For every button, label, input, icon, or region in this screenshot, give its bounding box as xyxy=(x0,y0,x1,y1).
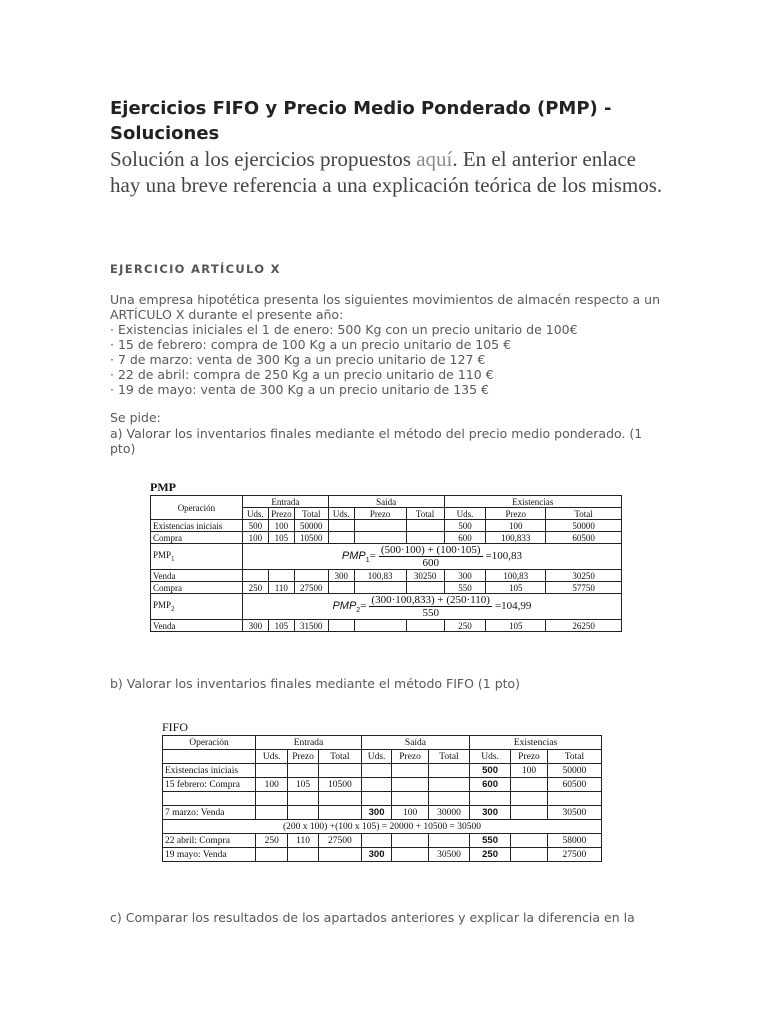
table-cell xyxy=(288,792,318,806)
table-row xyxy=(163,806,602,820)
table-cell: Compra xyxy=(151,532,243,544)
table-cell: 600 xyxy=(444,532,486,544)
lead-paragraph xyxy=(110,146,670,198)
table-header: Total xyxy=(428,750,469,764)
fifo-table xyxy=(162,735,602,862)
table-cell xyxy=(255,792,287,806)
table-cell: Existencias iniciais xyxy=(163,764,256,778)
table-cell: 30500 xyxy=(428,848,469,862)
pmp1-formula: $PMP_1=$ $\frac{(500\cdot 100) + (100\cdot 105)}{600}$ =100,83 xyxy=(242,544,621,570)
table-cell: 105 xyxy=(486,620,546,632)
table-cell xyxy=(392,834,429,848)
table-header: Uds. xyxy=(242,508,268,520)
table-row xyxy=(163,778,602,792)
table-row xyxy=(151,620,622,632)
table-cell xyxy=(328,520,354,532)
table-cell: 100 xyxy=(255,778,287,792)
table-cell: 30000 xyxy=(428,806,469,820)
table-row xyxy=(163,764,602,778)
table-row xyxy=(163,848,602,862)
fifo-calc-row: (200 x 100) +(100 x 105) = 20000 + 10500 = 30500 xyxy=(163,820,602,834)
table-cell: 250 xyxy=(242,582,268,594)
table-cell xyxy=(361,778,391,792)
table-cell xyxy=(328,532,354,544)
table-cell: 100 xyxy=(392,806,429,820)
table-cell: 10500 xyxy=(318,778,361,792)
table-cell xyxy=(428,764,469,778)
table-header: Operación xyxy=(151,496,243,520)
table-cell: 100,83 xyxy=(486,570,546,582)
table-cell: 100 xyxy=(511,764,548,778)
table-header: Total xyxy=(546,508,622,520)
table-cell xyxy=(511,806,548,820)
table-cell xyxy=(255,848,287,862)
table-cell: 250 xyxy=(255,834,287,848)
table-cell xyxy=(392,848,429,862)
table-cell: 300 xyxy=(444,570,486,582)
table-cell: 60500 xyxy=(547,778,601,792)
table-cell xyxy=(318,848,361,862)
table-cell: 300 xyxy=(328,570,354,582)
table-row xyxy=(163,792,602,806)
table-cell: 19 mayo: Venda xyxy=(163,848,256,862)
table-cell: 60500 xyxy=(546,532,622,544)
table-cell xyxy=(354,582,406,594)
table-cell xyxy=(406,582,444,594)
table-cell: Venda xyxy=(151,620,243,632)
table-cell xyxy=(354,620,406,632)
table-header: Uds. xyxy=(255,750,287,764)
table-cell xyxy=(511,834,548,848)
table-cell: 500 xyxy=(470,764,511,778)
table-cell: 250 xyxy=(444,620,486,632)
table-cell xyxy=(511,848,548,862)
table-cell xyxy=(511,778,548,792)
table-header: Prezo xyxy=(511,750,548,764)
table-row xyxy=(163,834,602,848)
table-header: Prezo xyxy=(486,508,546,520)
table-header: Total xyxy=(318,750,361,764)
table-cell: 31500 xyxy=(294,620,328,632)
table-cell: 500 xyxy=(444,520,486,532)
table-cell: 50000 xyxy=(547,764,601,778)
table-header: Entrada xyxy=(255,736,361,750)
movements-list xyxy=(110,322,670,397)
table-cell: Venda xyxy=(151,570,243,582)
table-header: Prezo xyxy=(288,750,318,764)
table-cell: 300 xyxy=(361,848,391,862)
table-cell: 7 marzo: Venda xyxy=(163,806,256,820)
table-header: Prezo xyxy=(268,508,294,520)
table-cell: 105 xyxy=(486,582,546,594)
list-item: · 7 de marzo: venta de 300 Kg a un precio unitario de 127 € xyxy=(110,352,486,367)
list-item: · 15 de febrero: compra de 100 Kg a un precio unitario de 105 € xyxy=(110,337,512,352)
table-header: Entrada xyxy=(242,496,328,508)
table-header: Existencias xyxy=(444,496,621,508)
table-cell xyxy=(547,792,601,806)
table-cell xyxy=(318,806,361,820)
pmp-caption: PMP xyxy=(150,480,176,494)
table-cell xyxy=(406,520,444,532)
table-header: Uds. xyxy=(470,750,511,764)
table-cell: 100 xyxy=(268,520,294,532)
fifo-table-image xyxy=(162,720,602,862)
table-cell: 10500 xyxy=(294,532,328,544)
table-cell: 250 xyxy=(470,848,511,862)
list-item: · 19 de mayo: venta de 300 Kg a un precio unitario de 135 € xyxy=(110,382,489,397)
table-header: Existencias xyxy=(470,736,602,750)
part-c: c) Comparar los resultados de los apartados anteriores y explicar la diferencia en la xyxy=(110,910,635,925)
table-header: Saída xyxy=(328,496,444,508)
list-item: · 22 de abril: compra de 250 Kg a un precio unitario de 110 € xyxy=(110,367,494,382)
fifo-caption: FIFO xyxy=(162,720,189,734)
table-cell: 22 abril: Compra xyxy=(163,834,256,848)
table-cell xyxy=(428,834,469,848)
pmp-table-image xyxy=(150,480,622,632)
table-cell: 50000 xyxy=(546,520,622,532)
table-cell: 300 xyxy=(242,620,268,632)
table-header: Prezo xyxy=(392,750,429,764)
table-cell xyxy=(470,792,511,806)
table-cell xyxy=(406,620,444,632)
table-row xyxy=(151,582,622,594)
table-cell: 27500 xyxy=(294,582,328,594)
table-cell xyxy=(354,532,406,544)
table-cell: 550 xyxy=(444,582,486,594)
table-cell: 105 xyxy=(268,532,294,544)
table-cell xyxy=(288,806,318,820)
table-header: Uds. xyxy=(361,750,391,764)
table-cell xyxy=(392,764,429,778)
table-cell: 300 xyxy=(470,806,511,820)
table-cell: 57750 xyxy=(546,582,622,594)
table-cell xyxy=(163,792,256,806)
table-cell: 27500 xyxy=(318,834,361,848)
table-cell: 27500 xyxy=(547,848,601,862)
lead-link[interactable]: aquí xyxy=(416,147,453,171)
table-cell xyxy=(392,778,429,792)
table-cell xyxy=(328,582,354,594)
list-item: · Existencias iniciales el 1 de enero: 500 Kg con un precio unitario de 100€ xyxy=(110,322,578,337)
pmp2-formula: $PMP_2=$ $\frac{(300\cdot 100,833) + (250\cdot 110)}{550}$ =104,99 xyxy=(242,594,621,620)
pmp-table xyxy=(150,495,622,632)
lead-text: Solución a los ejercicios propuestos xyxy=(110,147,417,171)
table-cell: 30250 xyxy=(406,570,444,582)
table-header: Operación xyxy=(163,736,256,750)
table-cell: 26250 xyxy=(546,620,622,632)
table-cell: 300 xyxy=(361,806,391,820)
table-row xyxy=(151,570,622,582)
table-cell: 550 xyxy=(470,834,511,848)
table-cell: 30500 xyxy=(547,806,601,820)
table-cell xyxy=(354,520,406,532)
table-cell xyxy=(428,792,469,806)
table-cell xyxy=(255,764,287,778)
table-header: Uds. xyxy=(328,508,354,520)
table-cell xyxy=(268,570,294,582)
table-cell xyxy=(242,570,268,582)
se-pide: Se pide: xyxy=(110,410,161,425)
table-cell xyxy=(294,570,328,582)
table-cell: 110 xyxy=(268,582,294,594)
table-header: Total xyxy=(294,508,328,520)
table-cell xyxy=(361,792,391,806)
table-cell: 15 febrero: Compra xyxy=(163,778,256,792)
table-cell: 500 xyxy=(242,520,268,532)
pmp1-label: $PMP_1$ xyxy=(151,544,243,570)
table-row xyxy=(151,532,622,544)
table-cell xyxy=(318,764,361,778)
table-header: Total xyxy=(406,508,444,520)
part-a: a) Valorar los inventarios finales mediante el método del precio medio ponderado. (1 pto) xyxy=(110,426,643,456)
exercise-heading: EJERCICIO ARTÍCULO X xyxy=(110,262,281,276)
table-cell: Compra xyxy=(151,582,243,594)
page-title: Ejercicios FIFO y Precio Medio Ponderado (PMP) - Soluciones xyxy=(110,98,612,144)
table-cell xyxy=(361,764,391,778)
table-cell: 58000 xyxy=(547,834,601,848)
table-cell: 30250 xyxy=(546,570,622,582)
table-header: Prezo xyxy=(354,508,406,520)
table-cell: 105 xyxy=(288,778,318,792)
table-cell xyxy=(318,792,361,806)
lead-rest: . En el anterior enlace hay una breve referencia a una explicación teórica de los mismos. xyxy=(110,147,663,197)
table-cell: 100 xyxy=(486,520,546,532)
table-cell: 100,83 xyxy=(354,570,406,582)
table-cell: Existencias iniciais xyxy=(151,520,243,532)
table-cell xyxy=(406,532,444,544)
table-cell xyxy=(288,848,318,862)
table-cell xyxy=(255,806,287,820)
table-cell xyxy=(428,778,469,792)
part-b: b) Valorar los inventarios finales mediante el método FIFO (1 pto) xyxy=(110,676,521,691)
table-header: Uds. xyxy=(444,508,486,520)
table-cell: 50000 xyxy=(294,520,328,532)
table-cell xyxy=(361,834,391,848)
table-cell: 105 xyxy=(268,620,294,632)
table-cell: 600 xyxy=(470,778,511,792)
table-row xyxy=(151,520,622,532)
table-cell: 100 xyxy=(242,532,268,544)
table-cell xyxy=(392,792,429,806)
table-cell xyxy=(328,620,354,632)
table-cell: 110 xyxy=(288,834,318,848)
table-cell: 100,833 xyxy=(486,532,546,544)
table-header: Total xyxy=(547,750,601,764)
pmp2-label: $PMP_2$ xyxy=(151,594,243,620)
table-header: Saída xyxy=(361,736,469,750)
table-cell xyxy=(511,792,548,806)
table-cell xyxy=(288,764,318,778)
exercise-intro: Una empresa hipotética presenta los siguientes movimientos de almacén respecto a un ARTÍCULO X durante el presente año: xyxy=(110,292,660,322)
